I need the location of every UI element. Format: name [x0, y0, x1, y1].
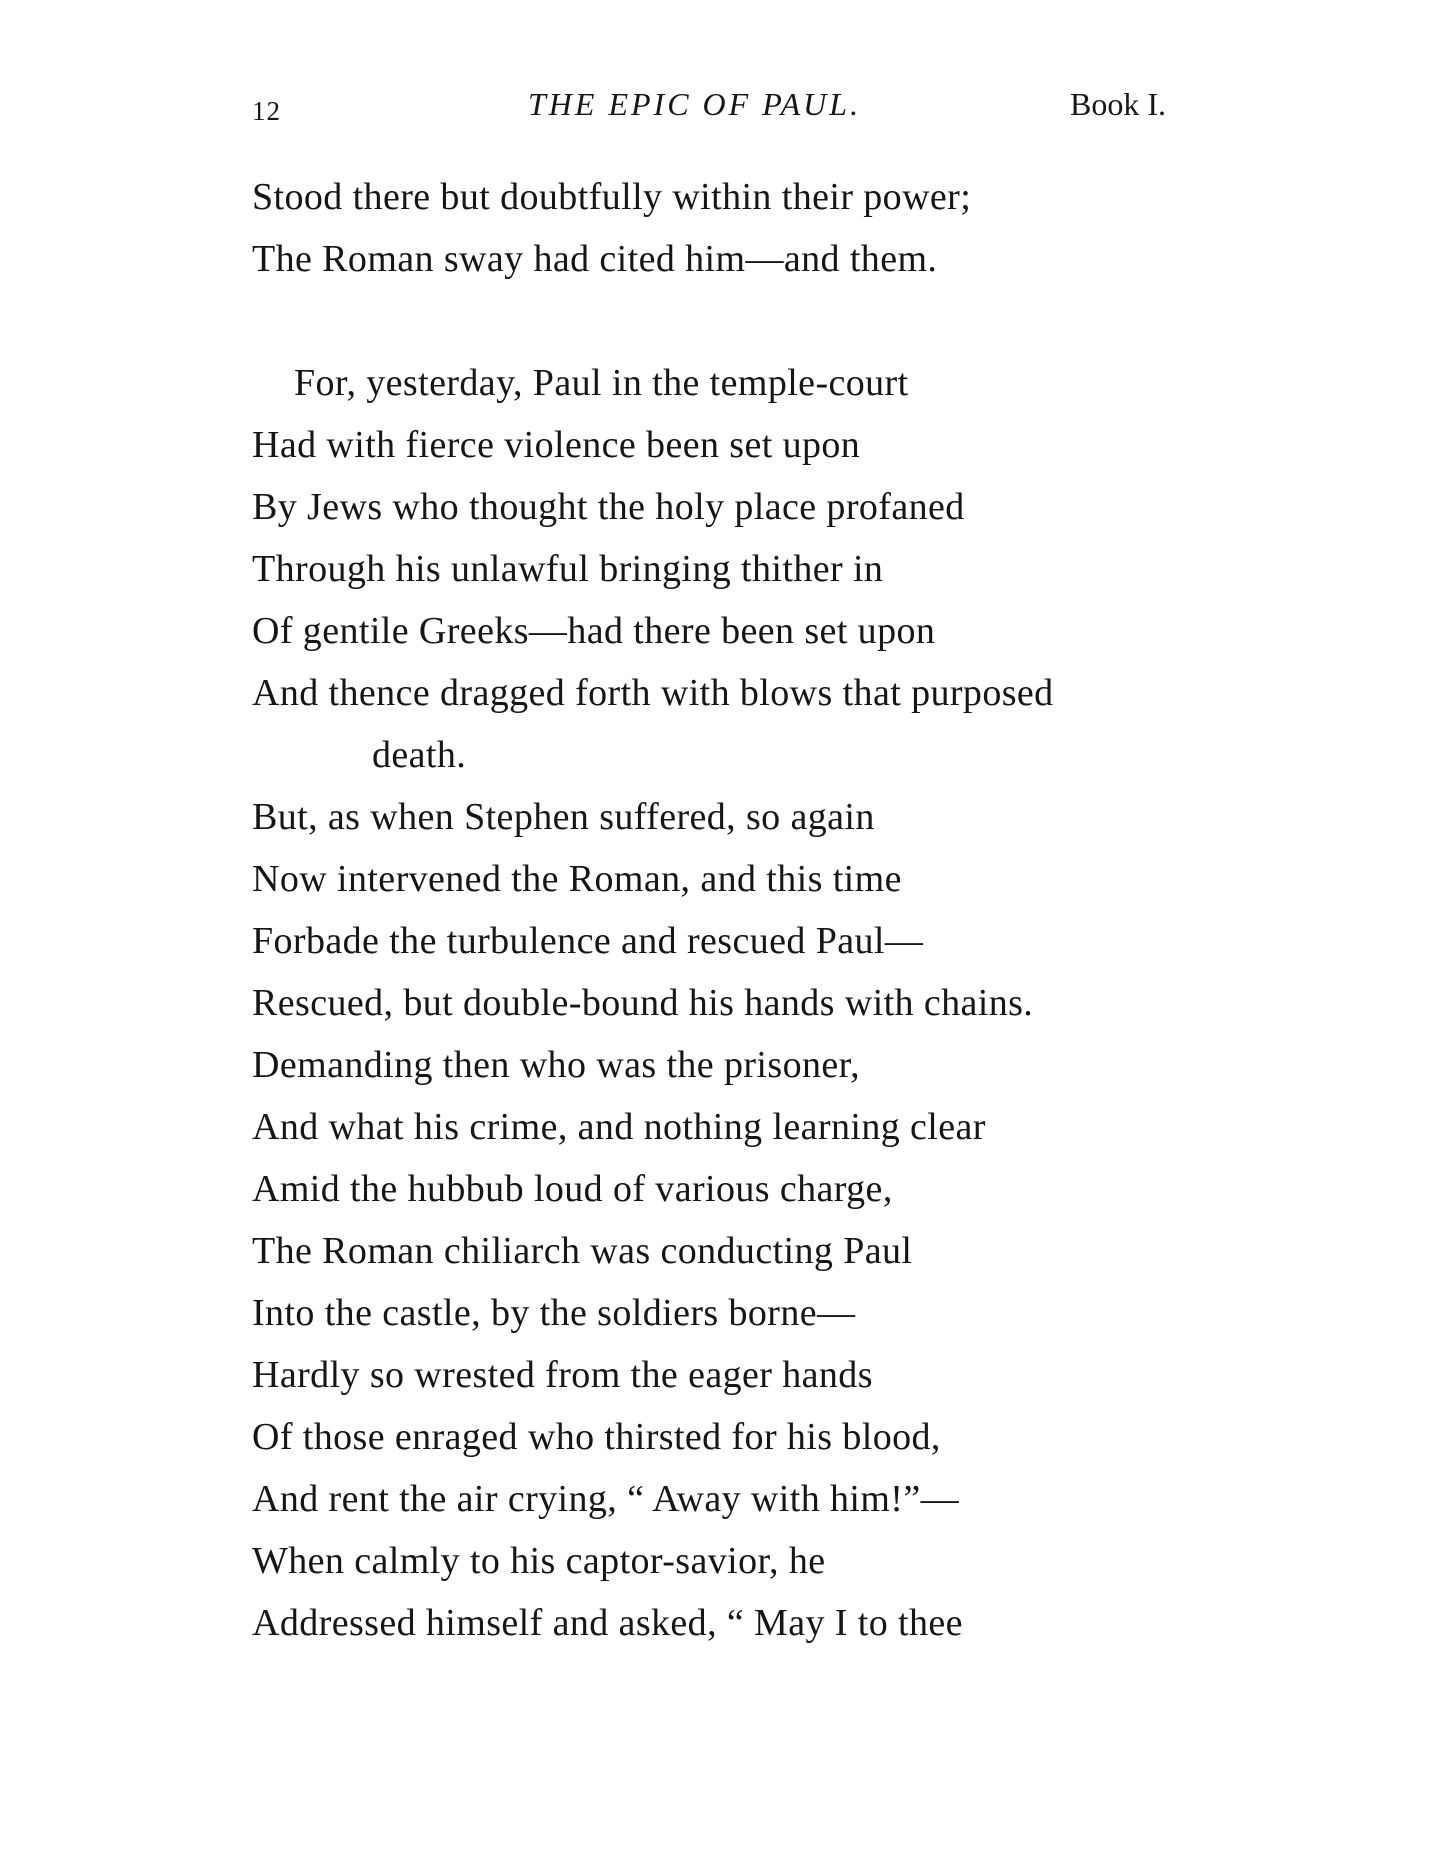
- poem-line: And what his crime, and nothing learning clear: [252, 1106, 986, 1148]
- poem-line: Into the castle, by the soldiers borne—: [252, 1292, 856, 1334]
- poem-line: And rent the air crying, “ Away with him!”—: [252, 1478, 960, 1520]
- poem-line: Demanding then who was the prisoner,: [252, 1044, 861, 1086]
- poem-text: [252, 166, 1252, 1654]
- poem-line: Stood there but doubtfully within their power;: [252, 176, 972, 218]
- poem-line: Of gentile Greeks—had there been set upon: [252, 610, 936, 652]
- stanza-break: [252, 290, 1252, 352]
- poem-line: Forbade the turbulence and rescued Paul—: [252, 920, 924, 962]
- poem-line: Hardly so wrested from the eager hands: [252, 1354, 873, 1396]
- poem-line: Through his unlawful bringing thither in: [252, 548, 884, 590]
- poem-line: Amid the hubbub loud of various charge,: [252, 1168, 893, 1210]
- poem-line: Addressed himself and asked, “ May I to thee: [252, 1602, 963, 1644]
- poem-line: Now intervened the Roman, and this time: [252, 858, 902, 900]
- poem-line: Rescued, but double-bound his hands with chains.: [252, 982, 1034, 1024]
- poem-line-turnover: death.: [372, 734, 467, 776]
- poem-line: The Roman sway had cited him—and them.: [252, 238, 938, 280]
- poem-line: The Roman chiliarch was conducting Paul: [252, 1230, 913, 1272]
- poem-line: But, as when Stephen suffered, so again: [252, 796, 875, 838]
- poem-line: And thence dragged forth with blows that purposed: [252, 672, 1054, 714]
- poem-line: Had with fierce violence been set upon: [252, 424, 861, 466]
- poem-line: By Jews who thought the holy place profaned: [252, 486, 965, 528]
- poem-line: Of those enraged who thirsted for his blood,: [252, 1416, 941, 1458]
- book-label: Book I.: [1070, 86, 1166, 122]
- running-head: [0, 82, 1445, 132]
- running-title: THE EPIC OF PAUL.: [528, 86, 862, 122]
- page-number: 12: [252, 96, 281, 126]
- poem-line: For, yesterday, Paul in the temple-court: [294, 362, 909, 404]
- poem-line: When calmly to his captor-savior, he: [252, 1540, 826, 1582]
